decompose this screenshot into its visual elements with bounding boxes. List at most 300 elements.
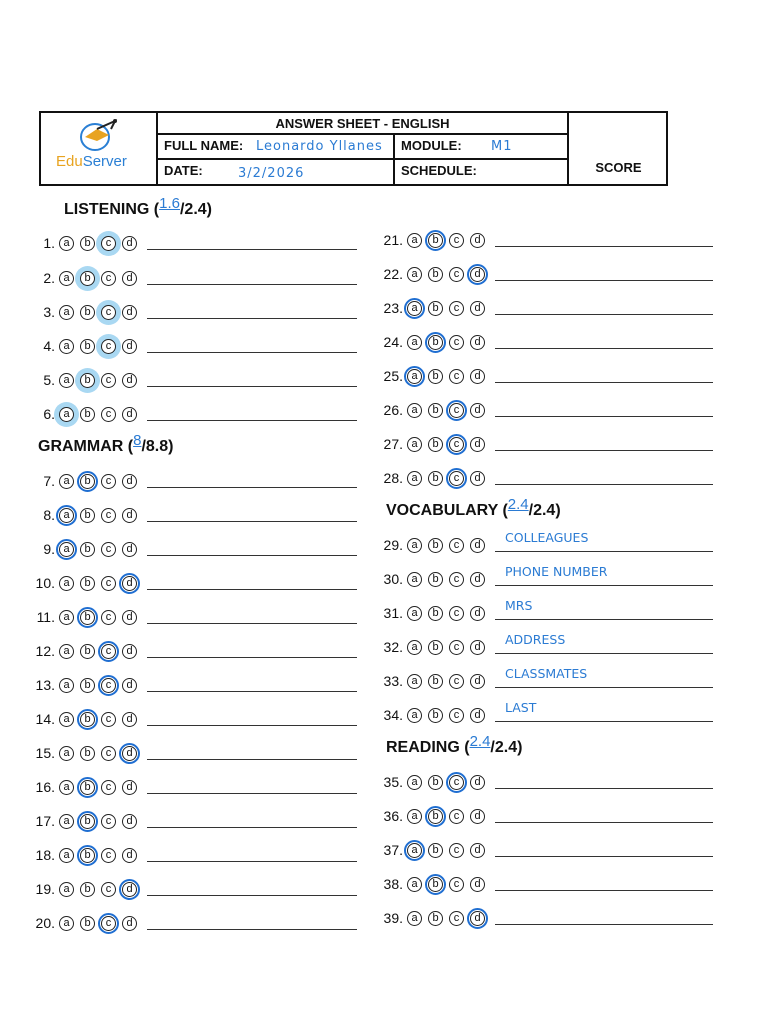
option-bubble-c[interactable]: c xyxy=(101,882,116,897)
option-bubble-c[interactable]: c xyxy=(449,877,464,892)
vocabulary-heading: VOCABULARY (2.4/2.4) xyxy=(386,496,561,519)
option-bubble-d[interactable]: d xyxy=(122,236,137,251)
vocabulary-score: 2.4 xyxy=(507,496,529,513)
question-number: 14. xyxy=(35,711,55,727)
question-row xyxy=(380,699,713,725)
option-bubble-a[interactable]: a xyxy=(407,775,422,790)
question-row xyxy=(380,908,713,928)
option-bubble-b[interactable]: b xyxy=(428,233,443,248)
question-number: 34. xyxy=(383,707,403,723)
option-bubble-a[interactable]: a xyxy=(59,305,74,320)
question-row xyxy=(32,879,357,899)
option-bubble-b[interactable]: b xyxy=(428,403,443,418)
option-bubble-c[interactable]: c xyxy=(101,746,116,761)
option-bubble-b[interactable]: b xyxy=(428,471,443,486)
question-row xyxy=(32,233,357,253)
answer-sheet-header xyxy=(39,111,668,186)
option-bubble-a[interactable]: a xyxy=(59,848,74,863)
question-row xyxy=(32,743,357,763)
schedule-label: SCHEDULE: xyxy=(401,163,477,178)
option-bubble-a[interactable]: a xyxy=(59,712,74,727)
option-bubble-d[interactable]: d xyxy=(122,407,137,422)
option-bubble-c[interactable]: c xyxy=(449,267,464,282)
option-bubble-c[interactable]: c xyxy=(101,576,116,591)
question-row xyxy=(32,607,357,627)
answer-line xyxy=(495,563,713,586)
option-bubble-a[interactable]: a xyxy=(407,911,422,926)
option-bubble-d[interactable]: d xyxy=(122,305,137,320)
answer-line xyxy=(495,404,713,417)
date-value: 3/2/2026 xyxy=(238,166,305,181)
option-bubble-c[interactable]: c xyxy=(101,407,116,422)
option-bubble-c[interactable]: c xyxy=(449,233,464,248)
question-number: 4. xyxy=(43,338,55,354)
question-number: 35. xyxy=(383,774,403,790)
option-bubble-a[interactable]: a xyxy=(407,572,422,587)
option-bubble-a[interactable]: a xyxy=(59,508,74,523)
option-bubble-d[interactable]: d xyxy=(470,640,485,655)
option-bubble-d[interactable]: d xyxy=(122,746,137,761)
question-row xyxy=(380,597,713,623)
question-row xyxy=(32,370,357,390)
graduation-cap-icon xyxy=(75,115,125,155)
option-bubble-c[interactable]: c xyxy=(101,236,116,251)
option-bubble-d[interactable]: d xyxy=(122,712,137,727)
question-row xyxy=(32,404,357,424)
answer-line xyxy=(147,611,357,624)
answer-line xyxy=(495,844,713,857)
question-row xyxy=(32,845,357,865)
option-bubble-d[interactable]: d xyxy=(470,233,485,248)
option-bubble-d[interactable]: d xyxy=(470,674,485,689)
option-bubble-c[interactable]: c xyxy=(101,780,116,795)
option-bubble-d[interactable]: d xyxy=(122,339,137,354)
option-bubble-a[interactable]: a xyxy=(407,674,422,689)
option-bubble-a[interactable]: a xyxy=(407,640,422,655)
answer-line xyxy=(147,306,357,319)
option-bubble-c[interactable]: c xyxy=(101,508,116,523)
option-bubble-d[interactable]: d xyxy=(122,508,137,523)
option-bubble-b[interactable]: b xyxy=(428,809,443,824)
answer-line xyxy=(147,577,357,590)
option-bubble-b[interactable]: b xyxy=(428,640,443,655)
option-bubble-b[interactable]: b xyxy=(80,373,95,388)
reading-heading: READING (2.4/2.4) xyxy=(386,733,523,756)
question-row xyxy=(380,631,713,657)
listening-heading: LISTENING (1.6/2.4) xyxy=(64,195,212,218)
option-bubble-a[interactable]: a xyxy=(59,407,74,422)
option-bubble-c[interactable]: c xyxy=(449,538,464,553)
answer-line xyxy=(147,713,357,726)
option-bubble-d[interactable]: d xyxy=(122,644,137,659)
question-row xyxy=(380,563,713,589)
option-bubble-b[interactable]: b xyxy=(80,271,95,286)
option-bubble-d[interactable]: d xyxy=(122,678,137,693)
option-bubble-c[interactable]: c xyxy=(101,271,116,286)
option-bubble-b[interactable]: b xyxy=(80,644,95,659)
question-number: 21. xyxy=(383,232,403,248)
option-bubble-b[interactable]: b xyxy=(428,877,443,892)
question-number: 27. xyxy=(383,436,403,452)
answer-line xyxy=(495,234,713,247)
option-bubble-d[interactable]: d xyxy=(470,572,485,587)
option-bubble-a[interactable]: a xyxy=(59,814,74,829)
question-row xyxy=(32,675,357,695)
question-number: 8. xyxy=(43,507,55,523)
option-bubble-b[interactable]: b xyxy=(428,843,443,858)
question-row xyxy=(380,840,713,860)
question-number: 38. xyxy=(383,876,403,892)
option-bubble-c[interactable]: c xyxy=(101,644,116,659)
option-bubble-d[interactable]: d xyxy=(470,809,485,824)
option-bubble-b[interactable]: b xyxy=(80,712,95,727)
answer-line xyxy=(495,665,713,688)
option-bubble-c[interactable]: c xyxy=(101,678,116,693)
option-bubble-b[interactable]: b xyxy=(80,576,95,591)
option-bubble-c[interactable]: c xyxy=(101,542,116,557)
grammar-heading: GRAMMAR (8/8.8) xyxy=(38,432,174,455)
option-bubble-b[interactable]: b xyxy=(428,572,443,587)
option-bubble-b[interactable]: b xyxy=(80,780,95,795)
option-bubble-c[interactable]: c xyxy=(449,403,464,418)
sheet-title: ANSWER SHEET - ENGLISH xyxy=(158,113,567,135)
option-bubble-a[interactable]: a xyxy=(59,678,74,693)
question-row xyxy=(32,811,357,831)
option-bubble-a[interactable]: a xyxy=(59,339,74,354)
answer-line xyxy=(147,408,357,421)
logo-text: EduServer xyxy=(56,153,127,170)
answer-line xyxy=(495,472,713,485)
option-bubble-d[interactable]: d xyxy=(470,403,485,418)
option-bubble-c[interactable]: c xyxy=(449,572,464,587)
option-bubble-b[interactable]: b xyxy=(428,369,443,384)
option-bubble-a[interactable]: a xyxy=(59,474,74,489)
listening-score: 1.6 xyxy=(159,195,180,212)
answer-line xyxy=(147,679,357,692)
answer-line xyxy=(495,597,713,620)
question-row xyxy=(32,505,357,525)
option-bubble-a[interactable]: a xyxy=(407,538,422,553)
reading-score: 2.4 xyxy=(469,733,491,750)
schedule-cell xyxy=(395,160,567,184)
answer-line xyxy=(147,340,357,353)
full-name-value: Leonardo Yllanes xyxy=(256,139,383,154)
answer-line xyxy=(147,781,357,794)
answer-line xyxy=(147,237,357,250)
question-number: 2. xyxy=(43,270,55,286)
option-bubble-d[interactable]: d xyxy=(470,606,485,621)
option-bubble-a[interactable]: a xyxy=(59,644,74,659)
option-bubble-a[interactable]: a xyxy=(407,843,422,858)
option-bubble-a[interactable]: a xyxy=(59,542,74,557)
answer-line xyxy=(147,645,357,658)
option-bubble-b[interactable]: b xyxy=(428,775,443,790)
answer-line xyxy=(495,370,713,383)
option-bubble-c[interactable]: c xyxy=(449,369,464,384)
option-bubble-a[interactable]: a xyxy=(59,271,74,286)
option-bubble-a[interactable]: a xyxy=(59,882,74,897)
question-number: 9. xyxy=(43,541,55,557)
option-bubble-d[interactable]: d xyxy=(122,882,137,897)
option-bubble-c[interactable]: c xyxy=(101,916,116,931)
option-bubble-a[interactable]: a xyxy=(407,877,422,892)
option-bubble-b[interactable]: b xyxy=(80,474,95,489)
answer-line xyxy=(147,747,357,760)
question-row xyxy=(32,336,357,356)
question-row xyxy=(380,366,713,386)
option-bubble-d[interactable]: d xyxy=(122,542,137,557)
date-cell xyxy=(158,160,395,184)
answer-line xyxy=(147,272,357,285)
option-bubble-d[interactable]: d xyxy=(122,848,137,863)
answer-line xyxy=(495,302,713,315)
option-bubble-c[interactable]: c xyxy=(449,301,464,316)
option-bubble-b[interactable]: b xyxy=(428,606,443,621)
question-number: 36. xyxy=(383,808,403,824)
question-number: 25. xyxy=(383,368,403,384)
option-bubble-a[interactable]: a xyxy=(407,471,422,486)
question-row xyxy=(380,665,713,691)
option-bubble-b[interactable]: b xyxy=(80,746,95,761)
option-bubble-d[interactable]: d xyxy=(470,911,485,926)
question-row xyxy=(380,772,713,792)
option-bubble-a[interactable]: a xyxy=(407,708,422,723)
question-row xyxy=(32,471,357,491)
written-answer: PHONE NUMBER xyxy=(505,563,608,579)
written-answer: COLLEAGUES xyxy=(505,529,589,545)
option-bubble-c[interactable]: c xyxy=(449,911,464,926)
answer-line xyxy=(147,543,357,556)
answer-line xyxy=(147,815,357,828)
answer-line xyxy=(147,475,357,488)
answer-line xyxy=(495,438,713,451)
question-row xyxy=(32,302,357,322)
full-name-label: FULL NAME: xyxy=(164,138,244,153)
answer-line xyxy=(147,849,357,862)
option-bubble-c[interactable]: c xyxy=(449,809,464,824)
question-row xyxy=(380,264,713,284)
question-number: 10. xyxy=(35,575,55,591)
question-number: 24. xyxy=(383,334,403,350)
option-bubble-b[interactable]: b xyxy=(80,542,95,557)
question-row xyxy=(380,434,713,454)
answer-line xyxy=(147,883,357,896)
option-bubble-d[interactable]: d xyxy=(122,373,137,388)
option-bubble-c[interactable]: c xyxy=(449,437,464,452)
answer-line xyxy=(147,917,357,930)
question-number: 7. xyxy=(43,473,55,489)
option-bubble-b[interactable]: b xyxy=(428,437,443,452)
question-number: 37. xyxy=(383,842,403,858)
question-number: 30. xyxy=(383,571,403,587)
question-number: 12. xyxy=(35,643,55,659)
answer-line xyxy=(495,336,713,349)
option-bubble-d[interactable]: d xyxy=(470,335,485,350)
option-bubble-b[interactable]: b xyxy=(80,882,95,897)
option-bubble-a[interactable]: a xyxy=(59,236,74,251)
option-bubble-a[interactable]: a xyxy=(407,369,422,384)
option-bubble-b[interactable]: b xyxy=(80,305,95,320)
question-row xyxy=(32,641,357,661)
question-number: 18. xyxy=(35,847,55,863)
option-bubble-c[interactable]: c xyxy=(101,305,116,320)
written-answer: CLASSMATES xyxy=(505,665,588,681)
option-bubble-c[interactable]: c xyxy=(449,606,464,621)
option-bubble-b[interactable]: b xyxy=(80,678,95,693)
option-bubble-c[interactable]: c xyxy=(449,335,464,350)
answer-line xyxy=(495,776,713,789)
question-row xyxy=(32,913,357,933)
option-bubble-b[interactable]: b xyxy=(80,916,95,931)
option-bubble-c[interactable]: c xyxy=(449,775,464,790)
answer-line xyxy=(147,374,357,387)
option-bubble-d[interactable]: d xyxy=(470,775,485,790)
question-number: 23. xyxy=(383,300,403,316)
question-number: 32. xyxy=(383,639,403,655)
answer-line xyxy=(495,631,713,654)
option-bubble-b[interactable]: b xyxy=(428,335,443,350)
answer-line xyxy=(495,268,713,281)
option-bubble-c[interactable]: c xyxy=(101,814,116,829)
option-bubble-b[interactable]: b xyxy=(428,911,443,926)
question-number: 13. xyxy=(35,677,55,693)
question-row xyxy=(32,539,357,559)
question-row xyxy=(380,400,713,420)
option-bubble-d[interactable]: d xyxy=(470,437,485,452)
date-label: DATE: xyxy=(164,163,203,178)
option-bubble-b[interactable]: b xyxy=(428,708,443,723)
question-number: 31. xyxy=(383,605,403,621)
answer-line xyxy=(495,878,713,891)
option-bubble-d[interactable]: d xyxy=(470,369,485,384)
option-bubble-a[interactable]: a xyxy=(407,267,422,282)
module-label: MODULE: xyxy=(401,138,462,153)
option-bubble-c[interactable]: c xyxy=(101,474,116,489)
question-number: 3. xyxy=(43,304,55,320)
logo-cell xyxy=(41,113,158,184)
option-bubble-d[interactable]: d xyxy=(470,843,485,858)
option-bubble-d[interactable]: d xyxy=(122,916,137,931)
question-number: 26. xyxy=(383,402,403,418)
option-bubble-a[interactable]: a xyxy=(59,373,74,388)
option-bubble-b[interactable]: b xyxy=(80,339,95,354)
score-cell: SCORE xyxy=(567,113,668,184)
option-bubble-b[interactable]: b xyxy=(428,267,443,282)
option-bubble-b[interactable]: b xyxy=(80,508,95,523)
question-row xyxy=(32,777,357,797)
option-bubble-b[interactable]: b xyxy=(80,814,95,829)
question-row xyxy=(380,874,713,894)
question-number: 19. xyxy=(35,881,55,897)
question-number: 39. xyxy=(383,910,403,926)
question-row xyxy=(380,298,713,318)
option-bubble-d[interactable]: d xyxy=(470,301,485,316)
option-bubble-c[interactable]: c xyxy=(449,471,464,486)
option-bubble-d[interactable]: d xyxy=(470,267,485,282)
option-bubble-a[interactable]: a xyxy=(59,916,74,931)
question-row xyxy=(32,709,357,729)
answer-line xyxy=(147,509,357,522)
option-bubble-d[interactable]: d xyxy=(122,474,137,489)
answer-line xyxy=(495,529,713,552)
option-bubble-b[interactable]: b xyxy=(80,848,95,863)
question-row xyxy=(380,468,713,488)
option-bubble-c[interactable]: c xyxy=(101,339,116,354)
option-bubble-c[interactable]: c xyxy=(101,373,116,388)
question-number: 22. xyxy=(383,266,403,282)
option-bubble-a[interactable]: a xyxy=(59,610,74,625)
option-bubble-d[interactable]: d xyxy=(470,708,485,723)
option-bubble-a[interactable]: a xyxy=(59,576,74,591)
option-bubble-d[interactable]: d xyxy=(122,814,137,829)
written-answer: MRS xyxy=(505,597,533,613)
option-bubble-b[interactable]: b xyxy=(428,538,443,553)
option-bubble-d[interactable]: d xyxy=(122,780,137,795)
option-bubble-d[interactable]: d xyxy=(470,538,485,553)
option-bubble-a[interactable]: a xyxy=(407,809,422,824)
option-bubble-b[interactable]: b xyxy=(428,674,443,689)
option-bubble-b[interactable]: b xyxy=(428,301,443,316)
option-bubble-c[interactable]: c xyxy=(449,640,464,655)
option-bubble-b[interactable]: b xyxy=(80,236,95,251)
full-name-cell xyxy=(158,135,395,160)
option-bubble-c[interactable]: c xyxy=(449,708,464,723)
question-row xyxy=(380,230,713,250)
question-number: 11. xyxy=(36,609,55,625)
option-bubble-d[interactable]: d xyxy=(470,877,485,892)
option-bubble-c[interactable]: c xyxy=(449,674,464,689)
option-bubble-a[interactable]: a xyxy=(407,606,422,621)
answer-line xyxy=(495,699,713,722)
question-number: 20. xyxy=(35,915,55,931)
option-bubble-a[interactable]: a xyxy=(59,780,74,795)
option-bubble-b[interactable]: b xyxy=(80,610,95,625)
written-answer: LAST xyxy=(505,699,537,715)
option-bubble-a[interactable]: a xyxy=(407,301,422,316)
question-number: 5. xyxy=(43,372,55,388)
option-bubble-b[interactable]: b xyxy=(80,407,95,422)
option-bubble-a[interactable]: a xyxy=(407,403,422,418)
question-number: 28. xyxy=(383,470,403,486)
option-bubble-a[interactable]: a xyxy=(407,437,422,452)
option-bubble-d[interactable]: d xyxy=(122,610,137,625)
question-number: 16. xyxy=(35,779,55,795)
option-bubble-a[interactable]: a xyxy=(407,335,422,350)
question-row xyxy=(380,529,713,555)
option-bubble-a[interactable]: a xyxy=(407,233,422,248)
option-bubble-a[interactable]: a xyxy=(59,746,74,761)
answer-line xyxy=(495,912,713,925)
option-bubble-d[interactable]: d xyxy=(122,576,137,591)
question-row xyxy=(32,573,357,593)
option-bubble-c[interactable]: c xyxy=(101,610,116,625)
question-number: 29. xyxy=(383,537,403,553)
option-bubble-c[interactable]: c xyxy=(449,843,464,858)
option-bubble-c[interactable]: c xyxy=(101,848,116,863)
module-cell xyxy=(395,135,567,160)
question-number: 1. xyxy=(43,235,55,251)
option-bubble-c[interactable]: c xyxy=(101,712,116,727)
question-number: 33. xyxy=(383,673,403,689)
option-bubble-d[interactable]: d xyxy=(470,471,485,486)
question-row xyxy=(380,806,713,826)
grammar-score: 8 xyxy=(133,432,142,449)
question-row xyxy=(32,268,357,288)
module-value: M1 xyxy=(491,139,513,154)
question-number: 15. xyxy=(35,745,55,761)
question-row xyxy=(380,332,713,352)
option-bubble-d[interactable]: d xyxy=(122,271,137,286)
